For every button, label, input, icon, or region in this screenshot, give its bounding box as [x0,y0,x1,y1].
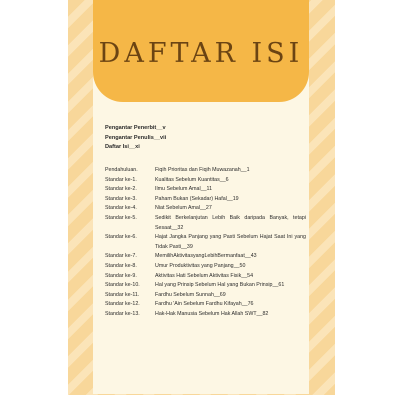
toc-entry [105,252,306,262]
toc-entry-label: Standar ke-3. [105,195,137,202]
toc-entry-title: Fardhu Sebelum Sunnah__69 [155,291,226,298]
toc-entry-label: Standar ke-6. [105,234,137,241]
toc-entry-label: Standar ke-13. [105,310,140,317]
toc-entry-label: Standar ke-2. [105,186,137,193]
toc-entry-title: Hal yang Prinsip Sebelum Hal yang Bukan Prinsip__61 [155,282,285,289]
toc-entry-title: Fardhu 'Ain Sebelum Fardhu Kifayah__76 [155,301,254,308]
toc-entry-label: Standar ke-4. [105,205,137,212]
toc-entry-title: Sedikit Berkelanjutan Lebih Baik daripada Banyak, tetapi Sesaat__32 [155,214,306,231]
toc-entry-title: Fiqih Prioritas dan Fiqih Muwazanah__1 [155,167,250,173]
toc-entry [105,281,306,291]
toc-entry-title: Aktivitas Hati Sebelum Aktivitas Fisik__54 [155,272,254,279]
table-of-contents [105,166,306,320]
toc-entry [105,214,306,233]
toc-entry-label: Standar ke-7. [105,253,137,260]
toc-entry [105,291,306,301]
toc-entry [105,300,306,310]
toc-entry-title: Kualitas Sebelum Kuantitas__6 [155,176,229,183]
toc-entry-label: Standar ke-12. [105,301,140,308]
front-matter-item: Daftar Isi__xi [105,144,140,150]
front-matter-item: Pengantar Penulis__vii [105,134,167,141]
toc-entry [105,195,306,205]
toc-entry [105,310,306,320]
toc-entry [105,204,306,214]
toc-entry-title: Hajat Jangka Panjang yang Pasti Sebelum Hajat Saat Ini yang Tidak Pasti__39 [155,234,306,250]
toc-entry-label: Standar ke-9. [105,272,137,279]
page-title: DAFTAR ISI [98,38,304,69]
toc-entry [105,262,306,272]
toc-entry-title: Hak-Hak Manusia Sebelum Hak Allah SWT__82 [155,310,269,317]
toc-entry [105,185,306,195]
book-page [68,0,335,395]
toc-entry-label: Pendahuluan. [105,167,138,173]
front-matter [105,124,315,153]
front-matter-item: Pengantar Penerbit__v [105,125,166,131]
toc-entry-label: Standar ke-5. [105,214,137,221]
toc-entry-label: Standar ke-8. [105,262,137,269]
toc-entry-title: Umur Produktivitas yang Panjang__50 [155,262,246,269]
toc-entry [105,166,306,176]
toc-entry-title: Niat Sebelum Amal__27 [155,205,212,212]
title-banner [93,0,309,102]
toc-entry-title: Ilmu Sebelum Amal__11 [155,186,213,193]
toc-entry [105,272,306,282]
toc-entry-label: Standar ke-10. [105,282,140,289]
toc-entry [105,176,306,186]
toc-entry-title: MemilihAktivitasyangLebihBermanfaat__43 [155,253,257,260]
toc-entry-label: Standar ke-11. [105,291,140,298]
toc-entry-title: Paham Bukan (Sekadar) Hafal__19 [155,195,239,202]
toc-entry [105,233,306,252]
toc-entry-label: Standar ke-1. [105,176,137,183]
